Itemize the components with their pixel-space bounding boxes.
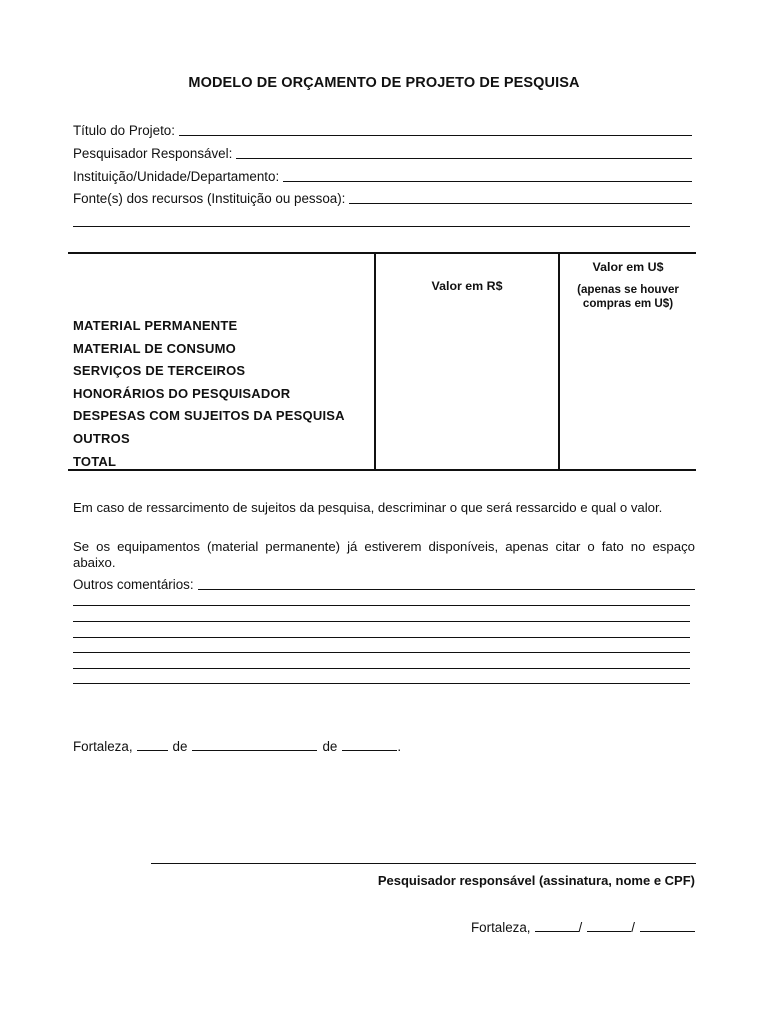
year-blank[interactable] bbox=[640, 931, 695, 932]
table-row-label: DESPESAS COM SUJEITOS DA PESQUISA bbox=[73, 408, 345, 423]
table-row-label: SERVIÇOS DE TERCEIROS bbox=[73, 363, 246, 378]
month-blank[interactable] bbox=[587, 931, 631, 932]
blank-line[interactable] bbox=[198, 589, 695, 590]
field-label: Outros comentários: bbox=[73, 577, 194, 592]
date-city: Fortaleza, bbox=[470, 920, 531, 935]
field-label: Instituição/Unidade/Departamento: bbox=[73, 169, 280, 184]
field-label: Fonte(s) dos recursos (Instituição ou pessoa): bbox=[73, 191, 346, 206]
blank-line[interactable] bbox=[283, 181, 692, 182]
date-city: Fortaleza, bbox=[73, 739, 133, 754]
blank-line[interactable] bbox=[73, 683, 690, 684]
table-row-label: MATERIAL PERMANENTE bbox=[73, 318, 238, 333]
blank-line[interactable] bbox=[179, 135, 692, 136]
month-blank[interactable] bbox=[192, 750, 317, 751]
table-row-label: HONORÁRIOS DO PESQUISADOR bbox=[73, 386, 291, 401]
day-blank[interactable] bbox=[137, 750, 168, 751]
column-header-usd: Valor em U$ bbox=[592, 260, 664, 274]
field-label: Pesquisador Responsável: bbox=[73, 146, 233, 161]
blank-line[interactable] bbox=[73, 621, 690, 622]
field-titulo-projeto[interactable] bbox=[73, 120, 692, 138]
field-pesquisador-responsavel[interactable] bbox=[73, 143, 692, 161]
field-fontes-recursos[interactable] bbox=[73, 188, 692, 206]
date-separator: / bbox=[578, 920, 583, 935]
column-header-usd-note: compras em U$) bbox=[582, 297, 674, 310]
date-line bbox=[73, 736, 401, 754]
field-outros-comentarios[interactable] bbox=[73, 574, 695, 592]
date-de: de bbox=[322, 739, 338, 754]
day-blank[interactable] bbox=[535, 931, 579, 932]
column-header-usd-note: (apenas se houver bbox=[577, 283, 679, 296]
blank-line[interactable] bbox=[349, 203, 692, 204]
final-date-line bbox=[471, 917, 695, 935]
table-top-border bbox=[68, 252, 696, 254]
table-row-label-total: TOTAL bbox=[73, 454, 117, 469]
blank-line[interactable] bbox=[73, 226, 690, 227]
date-de: de bbox=[172, 739, 188, 754]
blank-line[interactable] bbox=[73, 605, 690, 606]
field-label: Título do Projeto: bbox=[73, 123, 175, 138]
table-row-label: MATERIAL DE CONSUMO bbox=[73, 341, 236, 356]
table-bottom-border bbox=[68, 469, 696, 471]
year-blank[interactable] bbox=[342, 750, 397, 751]
blank-line[interactable] bbox=[236, 158, 692, 159]
note-equipamentos: Se os equipamentos (material permanente) já estiverem disponíveis, apenas citar o fato no espaço abaixo. bbox=[73, 539, 695, 570]
signature-label: Pesquisador responsável (assinatura, nome e CPF) bbox=[377, 873, 695, 888]
table-row-label: OUTROS bbox=[73, 431, 130, 446]
signature-line[interactable] bbox=[151, 863, 696, 864]
blank-line[interactable] bbox=[73, 668, 690, 669]
note-ressarcimento: Em caso de ressarcimento de sujeitos da pesquisa, descriminar o que será ressarcido e qual o valor. bbox=[73, 500, 663, 515]
blank-line[interactable] bbox=[73, 637, 690, 638]
page-title: MODELO DE ORÇAMENTO DE PROJETO DE PESQUISA bbox=[188, 75, 580, 91]
blank-line[interactable] bbox=[73, 652, 690, 653]
column-header-brl: Valor em R$ bbox=[431, 279, 503, 293]
date-separator: / bbox=[631, 920, 635, 935]
date-period: . bbox=[397, 739, 402, 754]
field-instituicao[interactable] bbox=[73, 166, 692, 184]
